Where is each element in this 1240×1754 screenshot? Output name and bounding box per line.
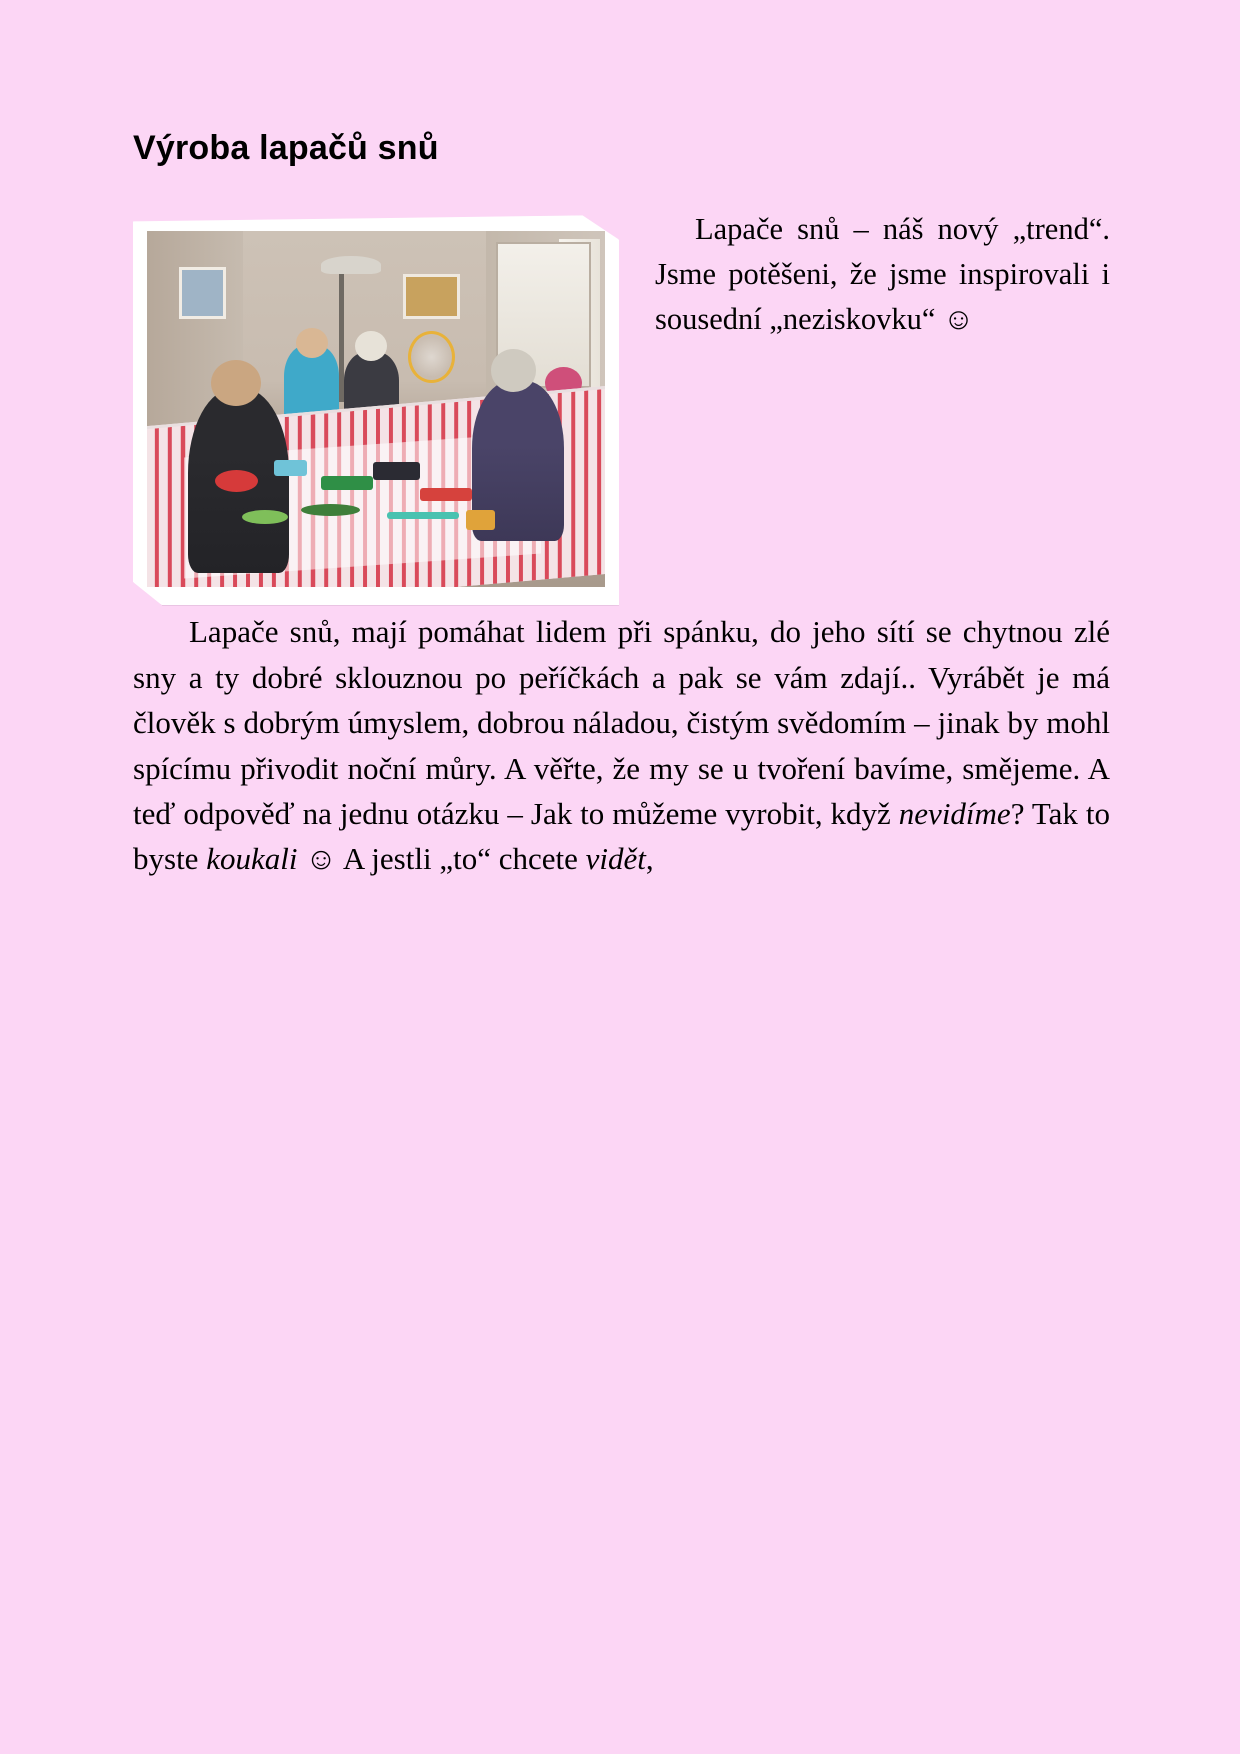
photo-person-foreground-right-head	[491, 349, 537, 392]
photo-frame	[133, 215, 619, 605]
photo-image	[147, 231, 605, 587]
photo-craft-materials	[202, 452, 532, 552]
body-emphasis-koukali: koukali	[206, 841, 298, 877]
lead-paragraph: Lapače snů – náš nový „trend“. Jsme potěšeni, že jsme inspirovali i sousední „neziskovku“ ☺	[655, 212, 1110, 336]
photo-person-blue-head	[296, 328, 328, 358]
body-text-part-2: ? Tak to byste	[133, 796, 1110, 877]
page-title: Výroba lapačů snů	[133, 129, 439, 167]
article-photo	[133, 215, 619, 605]
body-emphasis-videt: vidět	[585, 841, 646, 877]
body-text-part-3: ☺ A jestli „to“ chcete	[297, 841, 586, 877]
body-paragraph	[133, 609, 1110, 881]
body-emphasis-nevidime: nevidíme	[898, 796, 1011, 832]
photo-wall-picture-right	[403, 274, 459, 319]
photo-floor-lamp-shade	[321, 256, 381, 274]
photo-wall-picture-left	[179, 267, 226, 319]
lead-block	[133, 207, 1110, 341]
photo-person-foreground-left-head	[211, 360, 261, 406]
body-text-part-4: ,	[645, 841, 654, 877]
body-text-part-1: Lapače snů, mají pomáhat lidem při spánku, do jeho sítí se chytnou zlé sny a ty dobré sklouznou po peříčkách a pak se vám zdají.. Vyrábět je má člověk s dobrým úmyslem, dobrou náladou, čistým svědomím – jinak by mohl spícímu přivodit noční můry. A věřte, že my se u tvoření bavíme, smějeme. A teď odpověď na jednu otázku – Jak to můžeme vyrobit, když	[133, 614, 1110, 832]
